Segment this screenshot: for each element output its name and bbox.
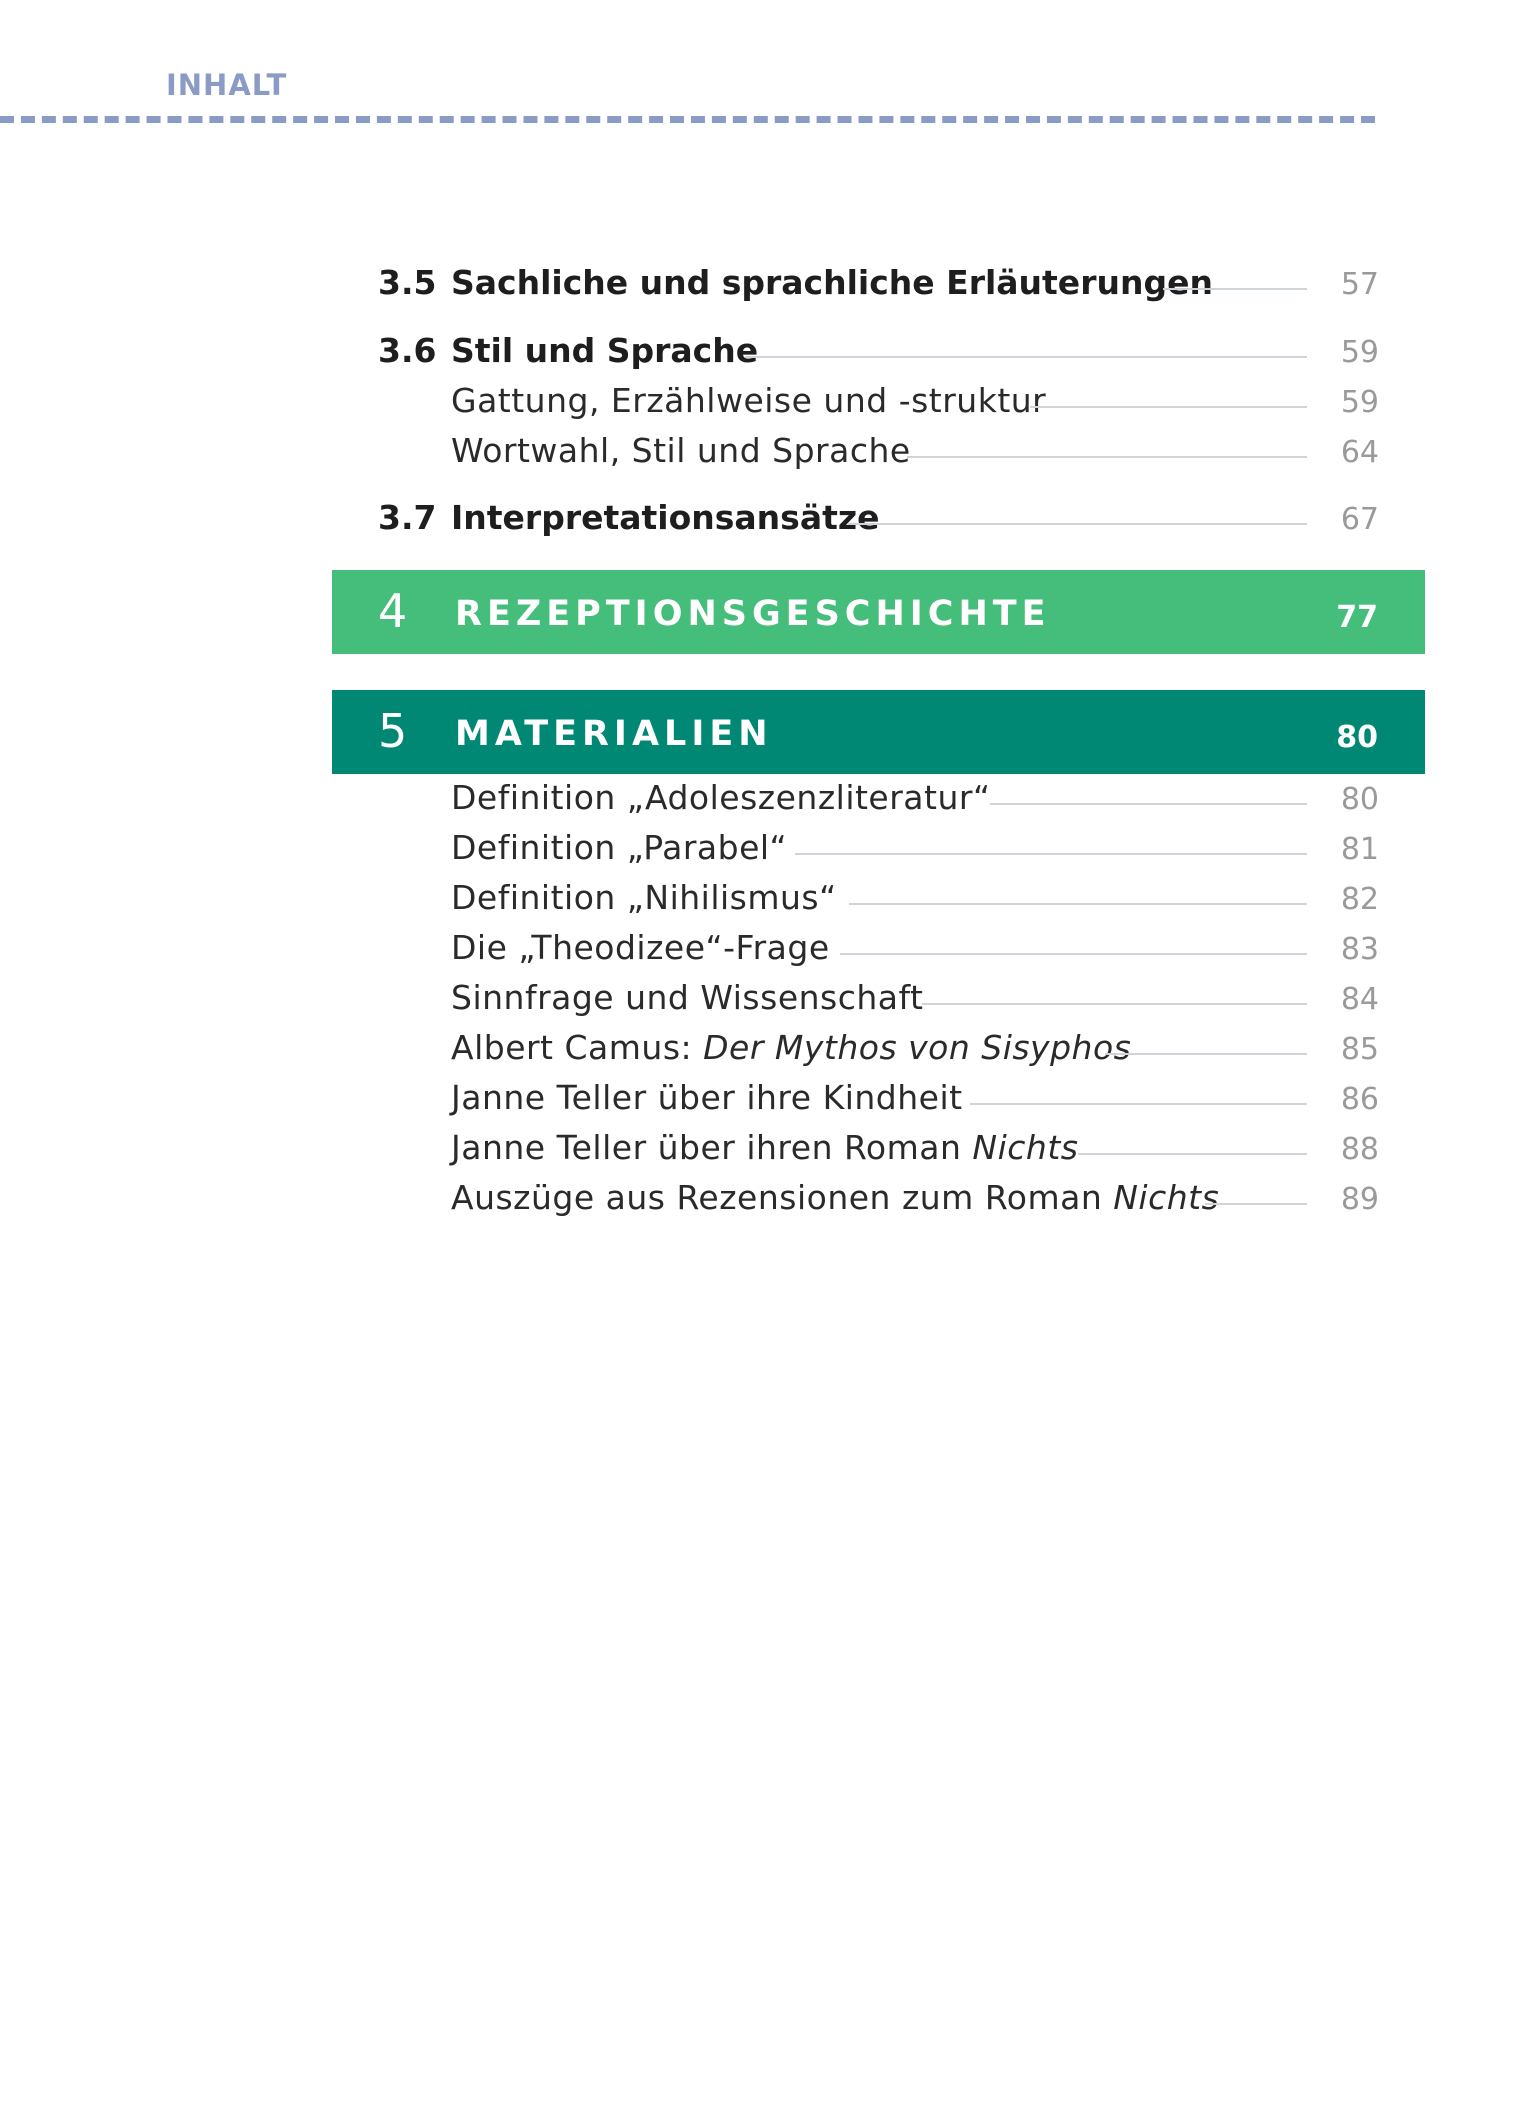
chapter-number: 4 xyxy=(378,584,408,638)
toc-entry-title: Definition „Adoleszenzliteratur“ xyxy=(451,778,991,817)
toc-entry-title: Stil und Sprache xyxy=(451,331,759,370)
toc-entry-page: 88 xyxy=(1340,1132,1379,1167)
toc-leader-line xyxy=(970,1103,1307,1105)
toc-entry-page: 81 xyxy=(1340,832,1379,867)
toc-subentry-gattung[interactable] xyxy=(0,380,1537,430)
toc-entry-number: 3.5 xyxy=(378,263,437,302)
toc-entry-title: Interpretationsansätze xyxy=(451,498,880,537)
toc-leader-line xyxy=(907,456,1307,458)
toc-entry-page: 86 xyxy=(1340,1082,1379,1117)
toc-leader-line xyxy=(1163,288,1307,290)
toc-entry-title: Definition „Parabel“ xyxy=(451,828,788,867)
toc-entry-title-plain: Albert Camus: xyxy=(451,1028,704,1067)
toc-leader-line xyxy=(848,523,1307,525)
chapter-number: 5 xyxy=(378,704,408,758)
toc-material-sinnfrage[interactable] xyxy=(0,977,1537,1027)
toc-entry-3-7[interactable] xyxy=(0,497,1537,547)
toc-entry-page: 59 xyxy=(1340,385,1379,420)
toc-entry-page: 64 xyxy=(1340,435,1379,470)
toc-entry-page: 84 xyxy=(1340,982,1379,1017)
toc-entry-title: Wortwahl, Stil und Sprache xyxy=(451,431,911,470)
toc-entry-3-5[interactable] xyxy=(0,262,1537,312)
toc-entry-3-6[interactable] xyxy=(0,330,1537,380)
toc-leader-line xyxy=(849,903,1307,905)
toc-entry-title-italic: Nichts xyxy=(972,1128,1079,1167)
toc-material-nihilismus[interactable] xyxy=(0,877,1537,927)
chapter-page: 80 xyxy=(1336,720,1378,755)
toc-leader-line xyxy=(1205,1203,1307,1205)
toc-entry-title: Gattung, Erzählweise und -struktur xyxy=(451,381,1047,420)
toc-entry-page: 82 xyxy=(1340,882,1379,917)
toc-entry-page: 57 xyxy=(1340,267,1379,302)
toc-entry-title: Die „Theodizee“-Frage xyxy=(451,928,830,967)
toc-material-teller-roman[interactable] xyxy=(0,1127,1537,1177)
toc-material-parabel[interactable] xyxy=(0,827,1537,877)
toc-leader-line xyxy=(1078,1153,1307,1155)
toc-entry-page: 80 xyxy=(1340,782,1379,817)
toc-entry-title-italic: Der Mythos von Sisyphos xyxy=(703,1028,1132,1067)
toc-leader-line xyxy=(745,356,1307,358)
toc-entry-title: Janne Teller über ihre Kindheit xyxy=(451,1078,963,1117)
toc-material-camus[interactable] xyxy=(0,1027,1537,1077)
toc-material-adoleszenzliteratur[interactable] xyxy=(0,777,1537,827)
toc-entry-page: 89 xyxy=(1340,1182,1379,1217)
toc-leader-line xyxy=(1105,1053,1307,1055)
toc-leader-line xyxy=(840,953,1307,955)
toc-entry-page: 83 xyxy=(1340,932,1379,967)
toc-entry-number: 3.6 xyxy=(378,331,437,370)
toc-entry-title: Sinnfrage und Wissenschaft xyxy=(451,978,924,1017)
toc-material-theodizee[interactable] xyxy=(0,927,1537,977)
chapter-title: MATERIALIEN xyxy=(455,714,773,754)
header-dashed-divider xyxy=(0,116,1375,123)
toc-entry-title xyxy=(451,1128,1078,1167)
toc-entry-title-plain: Auszüge aus Rezensionen zum Roman xyxy=(451,1178,1114,1217)
toc-entry-title-plain: Janne Teller über ihren Roman xyxy=(451,1128,973,1167)
toc-material-teller-kindheit[interactable] xyxy=(0,1077,1537,1127)
chapter-title: REZEPTIONSGESCHICHTE xyxy=(455,594,1051,634)
toc-material-rezensionen[interactable] xyxy=(0,1177,1537,1227)
toc-entry-title-italic: Nichts xyxy=(1113,1178,1220,1217)
toc-entry-title: Definition „Nihilismus“ xyxy=(451,878,837,917)
toc-entry-title xyxy=(451,1028,1131,1067)
chapter-page: 77 xyxy=(1336,600,1378,635)
toc-leader-line xyxy=(990,803,1307,805)
section-header-label: INHALT xyxy=(166,68,288,102)
toc-entry-title: Sachliche und sprachliche Erläuterungen xyxy=(451,263,1213,302)
toc-entry-page: 59 xyxy=(1340,335,1379,370)
toc-leader-line xyxy=(922,1003,1307,1005)
toc-chapter-5-banner[interactable] xyxy=(332,690,1425,774)
toc-leader-line xyxy=(795,853,1307,855)
toc-entry-page: 67 xyxy=(1340,502,1379,537)
toc-subentry-wortwahl[interactable] xyxy=(0,430,1537,480)
toc-chapter-4-banner[interactable] xyxy=(332,570,1425,654)
toc-entry-title xyxy=(451,1178,1219,1217)
toc-leader-line xyxy=(1030,406,1307,408)
toc-entry-number: 3.7 xyxy=(378,498,437,537)
toc-entry-page: 85 xyxy=(1340,1032,1379,1067)
